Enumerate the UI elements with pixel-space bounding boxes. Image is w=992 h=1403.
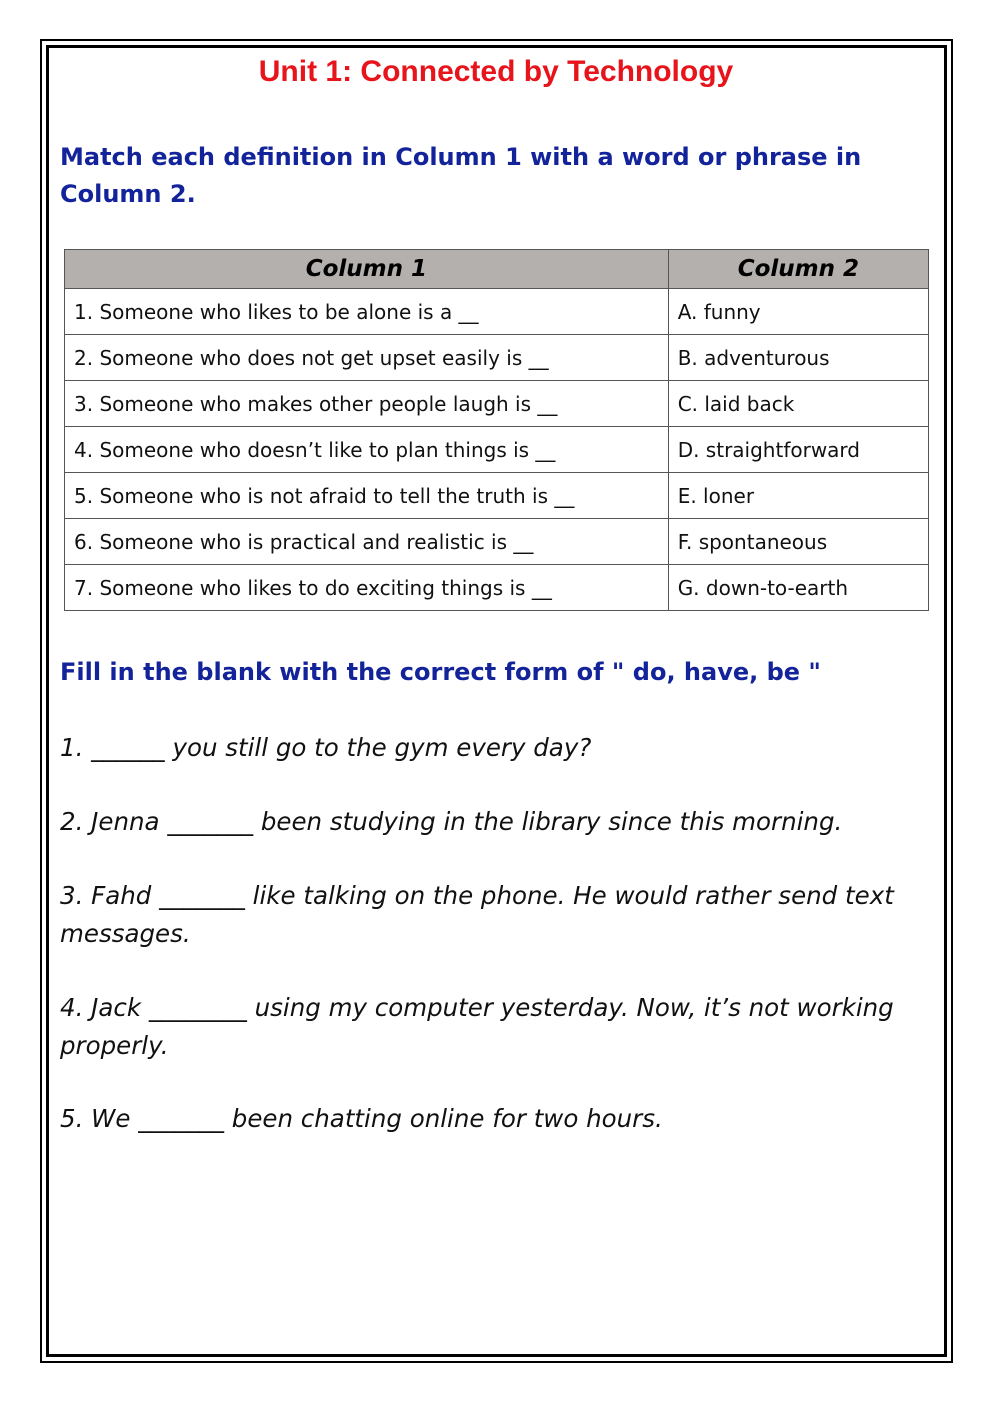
word-cell: D. straightforward [668, 427, 928, 473]
table-row [65, 473, 929, 519]
table-header-row [65, 250, 929, 289]
table-row [65, 519, 929, 565]
definition-cell: 7. Someone who likes to do exciting things is __ [65, 565, 669, 611]
table-row [65, 335, 929, 381]
matching-table [64, 249, 929, 611]
definition-cell: 6. Someone who is practical and realistic is __ [65, 519, 669, 565]
fill-blank-instruction: Fill in the blank with the correct form of " do, have, be " [60, 658, 821, 686]
fill-blank-item-2: 2. Jenna _______ been studying in the library since this morning. [60, 807, 843, 836]
definition-cell: 3. Someone who makes other people laugh is __ [65, 381, 669, 427]
table-row [65, 427, 929, 473]
word-cell: A. funny [668, 289, 928, 335]
table-row [65, 565, 929, 611]
fill-blank-item-5: 5. We _______ been chatting online for two hours. [60, 1104, 663, 1133]
definition-cell: 5. Someone who is not afraid to tell the truth is __ [65, 473, 669, 519]
fill-blank-item-3: 3. Fahd _______ like talking on the phone. He would rather send text messages. [60, 881, 894, 948]
word-cell: B. adventurous [668, 335, 928, 381]
definition-cell: 1. Someone who likes to be alone is a __ [65, 289, 669, 335]
table-row [65, 381, 929, 427]
word-cell: F. spontaneous [668, 519, 928, 565]
word-cell: E. loner [668, 473, 928, 519]
table-row [65, 289, 929, 335]
page-border-inner [46, 45, 947, 1357]
fill-blank-item-1: 1. ______ you still go to the gym every day? [60, 733, 592, 762]
fill-blank-item-4: 4. Jack ________ using my computer yesterday. Now, it’s not working properly. [60, 993, 894, 1060]
word-cell: C. laid back [668, 381, 928, 427]
definition-cell: 4. Someone who doesn’t like to plan things is __ [65, 427, 669, 473]
word-cell: G. down-to-earth [668, 565, 928, 611]
page-border [40, 39, 953, 1363]
definition-cell: 2. Someone who does not get upset easily is __ [65, 335, 669, 381]
column-2-header: Column 2 [668, 250, 928, 289]
page-title: Unit 1: Connected by Technology [258, 55, 734, 88]
column-1-header: Column 1 [65, 250, 669, 289]
matching-instruction: Match each definition in Column 1 with a word or phrase in Column 2. [60, 143, 862, 208]
